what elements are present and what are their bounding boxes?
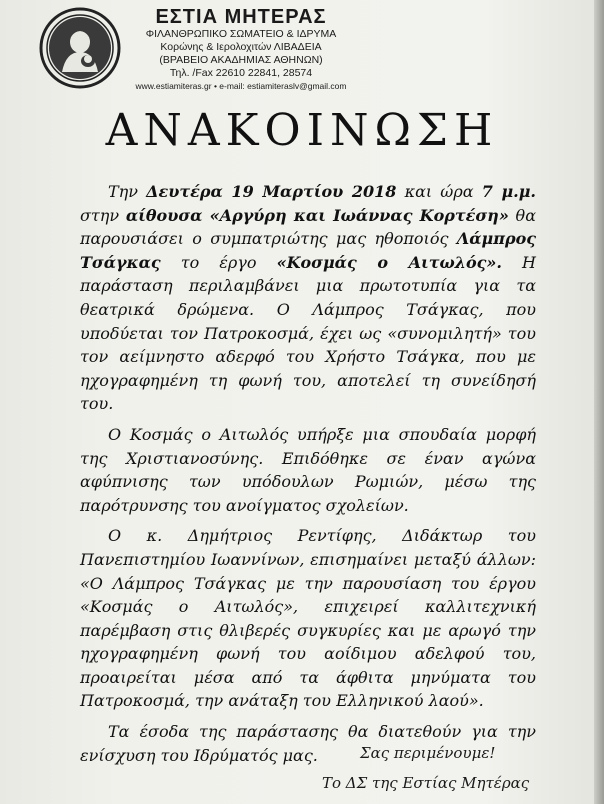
event-date: Δευτέρα 19 Μαρτίου 2018 <box>146 182 397 201</box>
organization-header <box>120 6 362 93</box>
paragraph-kosmas: Ο Κοσμάς ο Αιτωλός υπήρξε μια σπουδαία μορφή της Χριστιανοσύνης. Επιδόθηκε σε έναν αγώνα αφύπνισης των υπόδουλων Ρωμιών, μέσω της παρότρυνσης του ανοίγματος σχολείων. <box>80 424 536 515</box>
announcement-body <box>80 180 536 774</box>
paragraph-quote: Ο κ. Δημήτριος Ρεντίφης, Διδάκτωρ του Πανεπιστημίου Ιωαννίνων, επισημαίνει μεταξύ άλλων: «Ο Λάμπρος Τσάγκας με την παρουσίαση του έργου «Κοσμάς ο Αιτωλός», επιχειρεί καλλιτεχνική παρέμβαση στις θλιβερές συγκυρίες και με αρωγό την ηχογραφημένη φωνή του αοίδιμου αδελφού του, προαιρείται μέσα από τα άφθιτα μηνύματα του Πατροκοσμά, την ανάταξη του Ελληνικού λαού». <box>80 526 536 711</box>
text-segment: θα παρουσιάσει ο συμπατριώτης μας ηθοποιός <box>80 205 536 249</box>
event-venue: αίθουσα «Αργύρη και Ιωάννας Κορτέση» <box>125 205 509 225</box>
organization-phone: Τηλ. /Fax 22610 22841, 28574 <box>169 67 313 79</box>
text-segment: Η παράσταση περιλαμβάνει μια πρωτοτυπία για τα θεατρικά δρώμενα. Ο Λάμπρος Τσάγκας, που υποδύεται τον Πατροκοσμά, έχει ως «συνομιλητή» του τον αείμνηστο αδερφό του Χρήστο Τσάγκα, που με ηχογραφημένη τη φωνή του, αποτελεί τη συνείδησή του. <box>80 252 536 414</box>
organization-type: ΦΙΛΑΝΘΡΩΠΙΚΟ ΣΩΜΑΤΕΙΟ & ΙΔΡΥΜΑ <box>145 28 337 40</box>
paragraph-event-details <box>80 180 536 416</box>
emblem-logo <box>38 6 122 90</box>
paragraph-proceeds: Τα έσοδα της παράστασης θα διατεθούν για την ενίσχυση του Ιδρύματός μας. <box>80 722 536 765</box>
text-segment: Την <box>108 182 147 201</box>
announcement-title: ΑΝΑΚΟΙΝΩΣΗ <box>105 105 499 156</box>
organization-address: Κορώνης & Ιερολοχιτών ΛΙΒΑΔΕΙΑ <box>160 41 322 53</box>
event-time: 7 μ.μ. <box>481 182 537 201</box>
organization-name: ΕΣΤΙΑ ΜΗΤΕΡΑΣ <box>155 6 327 28</box>
text-segment: στην <box>80 205 126 225</box>
text-segment: και ώρα <box>396 182 482 201</box>
organization-award: (ΒΡΑΒΕΙΟ ΑΚΑΔΗΜΙΑΣ ΑΘΗΝΩΝ) <box>159 54 323 66</box>
play-title: «Κοσμάς ο Αιτωλός». <box>276 252 502 272</box>
signature-board: Το ΔΣ της Εστίας Μητέρας <box>322 774 530 792</box>
closing-greeting: Σας περιμένουμε! <box>360 744 496 762</box>
text-segment: το έργο <box>160 252 277 272</box>
organization-web-email: www.estiamiteras.gr • e-mail: estiamiteraslv@gmail.com <box>135 81 347 91</box>
actor-name: Λάμπρος Τσάγκας <box>80 229 536 272</box>
